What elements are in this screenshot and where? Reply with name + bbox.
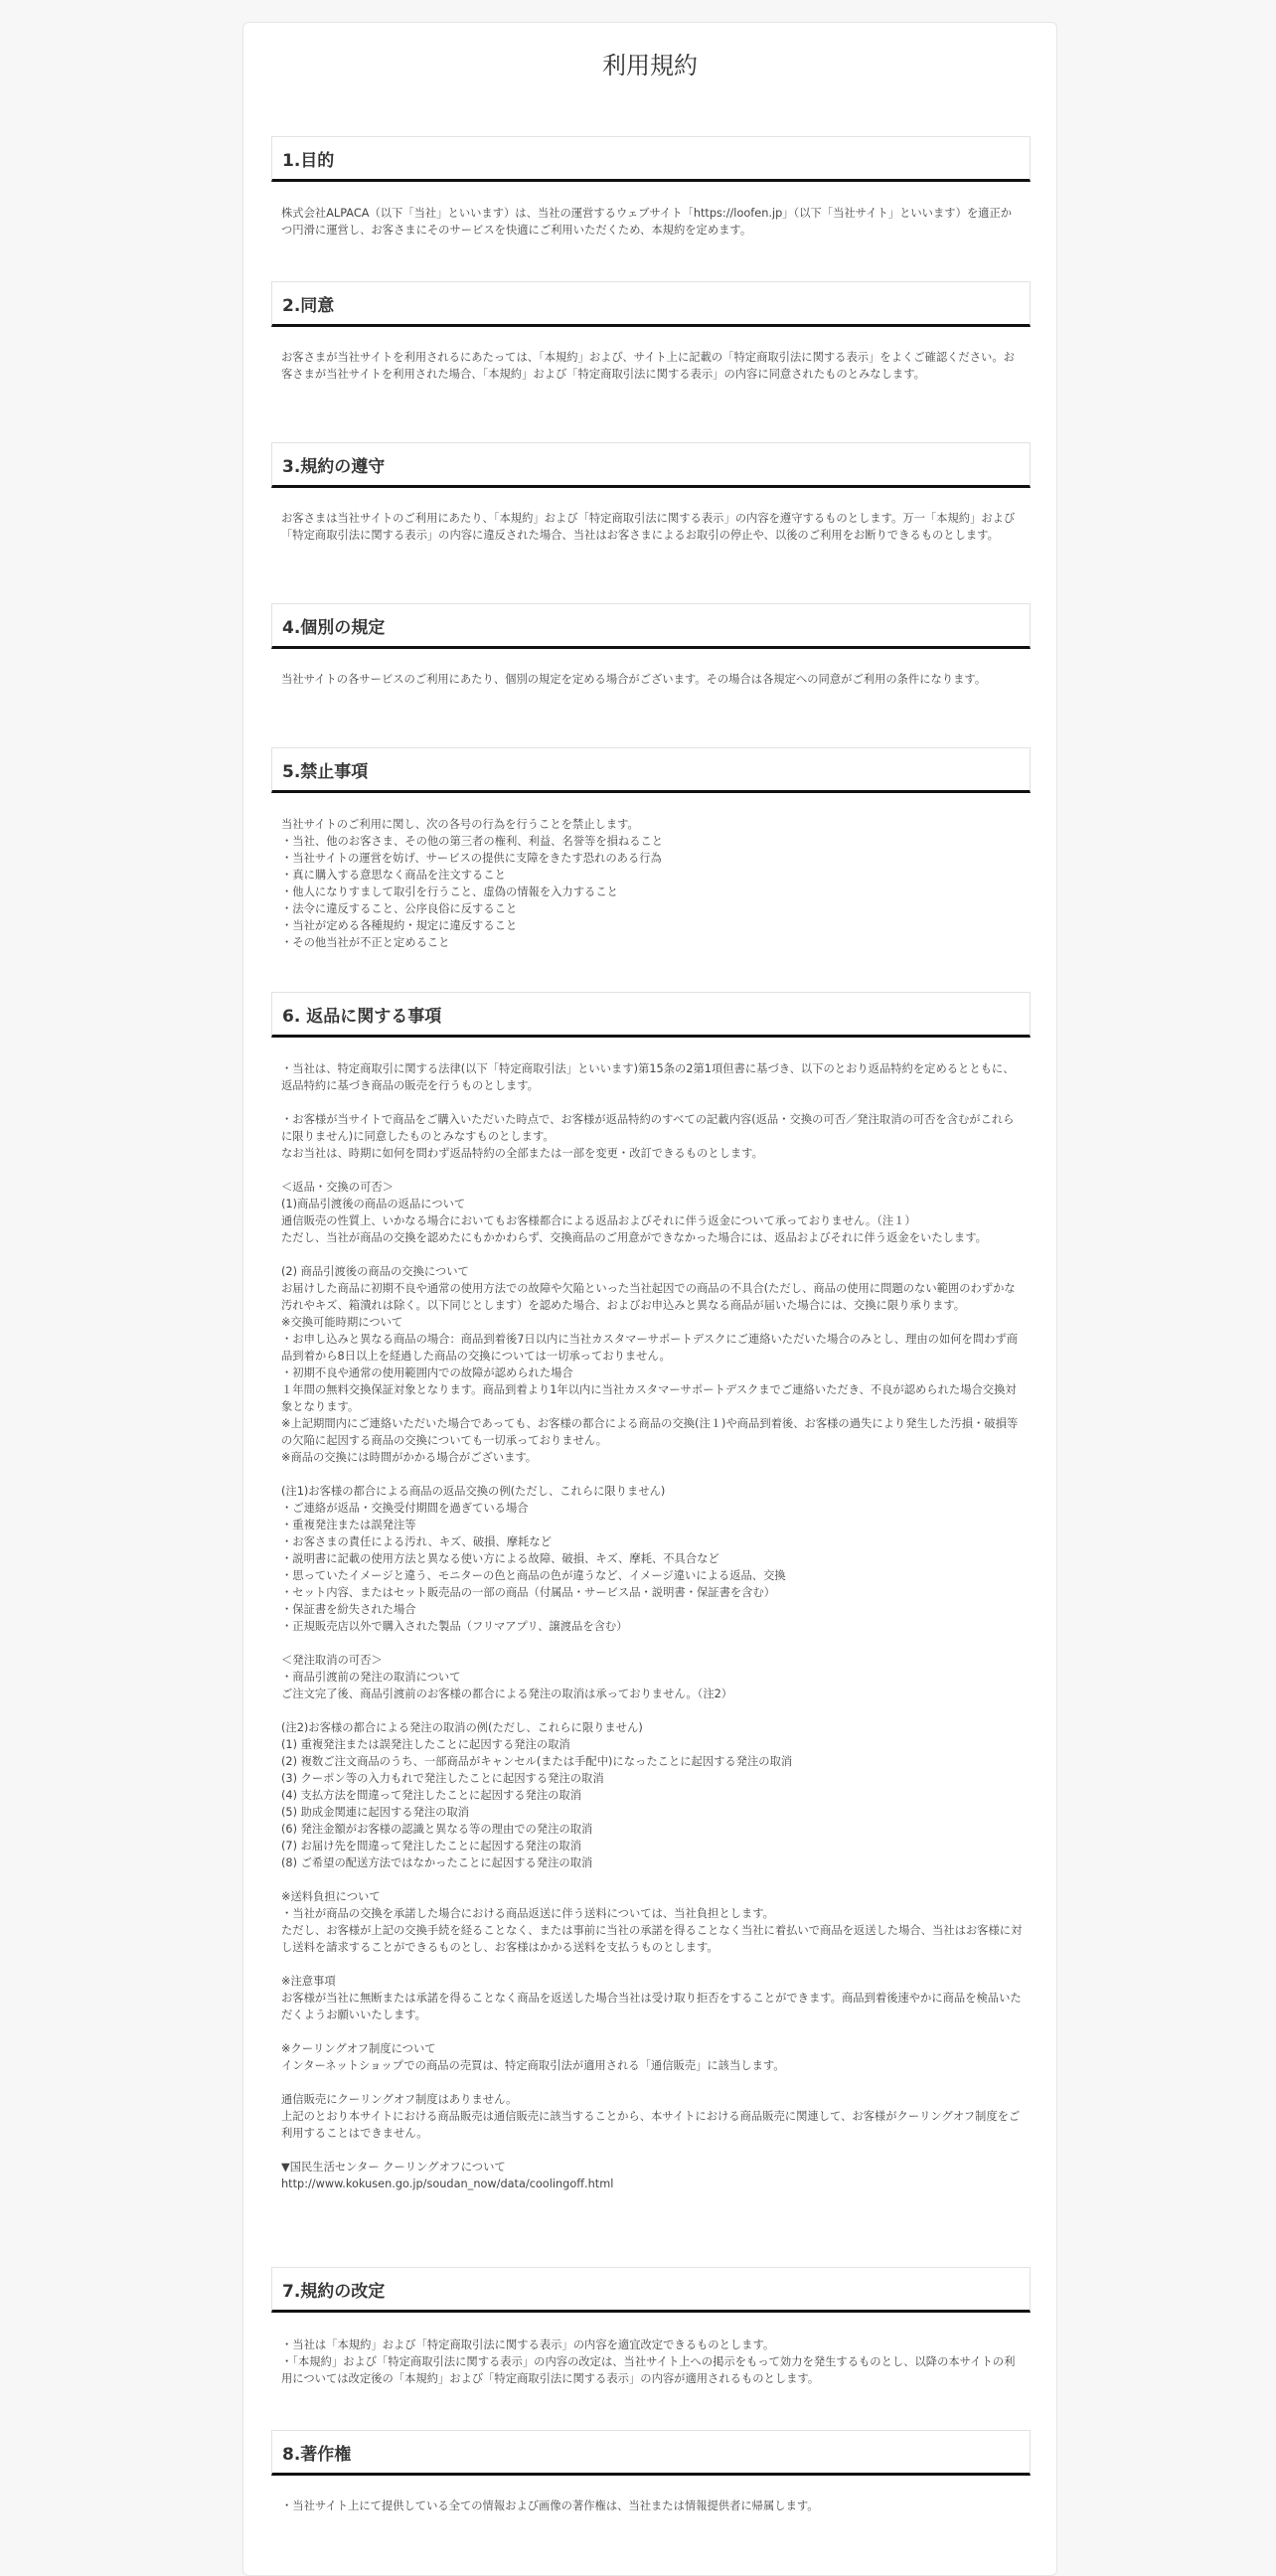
section-body-individual-rules: 当社サイトの各サービスのご利用にあたり、個別の規定を定める場合がございます。その場合は各規定への同意がご利用の条件になります。 (281, 673, 987, 686)
section-body-prohibited: 当社サイトのご利用に関し、次の各号の行為を行うことを禁止します。 ・当社、他のお客さま、その他の第三者の権利、利益、名誉等を損ねること ・当社サイトの運営を妨げ、サービスの提供に支障をきたす恐れのある行為 ・真に購入する意思なく商品を注文すること ・他人になりすまして取引を行うこと、虚偽の情報を入力すること ・法令に違反すること、公序良俗に反すること ・当社が定める各種規約・規定に違反すること ・その他当社が不正と定めること (281, 818, 664, 949)
section-body-compliance: お客さまは当社サイトのご利用にあたり、「本規約」および「特定商取引法に関する表示」の内容を遵守するものとします。万一「本規約」および「特定商取引法に関する表示」の内容に違反された場合、当社はお客さまによるお取引の停止や、以後のご利用をお断りできるものとします。 (281, 512, 1016, 542)
section-heading-prohibited: 5.禁止事項 (271, 747, 1031, 793)
section-body-copyright: ・当社サイト上にて提供している全ての情報および画像の著作権は、当社または情報提供者に帰属します。 (281, 2499, 819, 2512)
section-body-consent: お客さまが当社サイトを利用されるにあたっては、「本規約」および、サイト上に記載の「特定商取引法に関する表示」をよくご確認ください。お客さまが当社サイトを利用された場合、「本規約」および「特定商取引法に関する表示」の内容に同意されたものとみなします。 (281, 351, 1015, 381)
section-body-returns: ・当社は、特定商取引に関する法律(以下「特定商取引法」といいます)第15条の2第1項但書に基づき、以下のとおり返品特約を定めるとともに、返品特約に基づき商品の販売を行うものとします。 ・お客様が当サイトで商品をご購入いただいた時点で、お客様が返品特約のすべての記載内容(返品・交換の可否／発注取消の可否を含むがこれらに限りません)に同意したものとみなすものとします。 なお当社は、時期に如何を問わず返品特約の全部または一部を変更・改訂できるものとします。 ＜返品・交換の可否＞ (1)商品引渡後の商品の返品について 通信販売の性質上、いかなる場合においてもお客様都合による返品およびそれに伴う返金について承っておりません。（注１） ただし、当社が商品の交換を認めたにもかかわらず、交換商品のご用意ができなかった場合には、返品およびそれに伴う返金をいたします。 (2) 商品引渡後の商品の交換について お届けした商品に初期不良や通常の使用方法での故障や欠陥といった当社起因での商品の不具合(ただし、商品の使用に問題のない範囲のわずかな汚れやキズ、箱潰れは除く。以下同じとします）を認めた場合、およびお申込みと異なる商品が届いた場合には、交換に限り承ります。 ※交換可能時期について ・お申し込みと異なる商品の場合：商品到着後7日以内に当社カスタマーサポートデスクにご連絡いただいた場合のみとし、理由の如何を問わず商品到着から8日以上を経過した商品の交換については一切承っておりません。 ・初期不良や通常の使用範囲内での故障が認められた場合 １年間の無料交換保証対象となります。商品到着より1年以内に当社カスタマーサポートデスクまでご連絡いただき、不良が認められた場合交換対象となります。 ※上記期間内にご連絡いただいた場合であっても、お客様の都合による商品の交換(注１)や商品到着後、お客様の過失により発生した汚損・破損等の欠陥に起因する商品の交換についても一切承っておりません。 ※商品の交換には時間がかかる場合がございます。 (注1)お客様の都合による商品の返品交換の例(ただし、これらに限りません) ・ご連絡が返品・交換受付期間を過ぎている場合 ・重複発注または誤発注等 ・お客さまの責任による汚れ、キズ、破損、摩耗など ・説明書に記載の使用方法と異なる使い方による故障、破損、キズ、摩耗、不具合など ・思っていたイメージと違う、モニターの色と商品の色が違うなど、イメージ違いによる返品、交換 ・セット内容、またはセット販売品の一部の商品（付属品・サービス品・説明書・保証書を含む） ・保証書を紛失された場合 ・正規販売店以外で購入された製品（フリマアプリ、譲渡品を含む） ＜発注取消の可否＞ ・商品引渡前の発注の取消について ご注文完了後、商品引渡前のお客様の都合による発注の取消は承っておりません。（注2） (注2)お客様の都合による発注の取消の例(ただし、これらに限りません) (1) 重複発注または誤発注したことに起因する発注の取消 (2) 複数ご注文商品のうち、一部商品がキャンセル(または手配中)になったことに起因する発注の取消 (3) クーポン等の入力もれで発注したことに起因する発注の取消 (4) 支払方法を間違って発注したことに起因する発注の取消 (5) 助成金関連に起因する発注の取消 (6) 発注金額がお客様の認識と異なる等の理由での発注の取消 (7) お届け先を間違って発注したことに起因する発注の取消 (8) ご希望の配送方法ではなかったことに起因する発注の取消 ※送料負担について ・当社が商品の交換を承諾した場合における商品返送に伴う送料については、当社負担とします。 ただし、お客様が上記の交換手続を経ることなく、または事前に当社の承諾を得ることなく当社に着払いで商品を返送した場合、当社はお客様に対し送料を請求することができるものとし、お客様はかかる送料を支払うものとします。 ※注意事項 お客様が当社に無断または承諾を得ることなく商品を返送した場合当社は受け取り拒否をすることができます。商品到着後速やかに商品を検品いただくようお願いいたします。 ※クーリングオフ制度について インターネットショップでの商品の売買は、特定商取引法が適用される「通信販売」に該当します。 通信販売にクーリングオフ制度はありません。 上記のとおり本サイトにおける商品販売は通信販売に該当することから、本サイトにおける商品販売に関連して、お客様がクーリングオフ制度をご利用することはできません。 ▼国民生活センター クーリングオフについて http://www.kokusen.go.jp/soudan_now/data/coolingoff.html (281, 1062, 1023, 2190)
section-heading-revision: 7.規約の改定 (271, 2267, 1031, 2313)
section-heading-consent: 2.同意 (271, 281, 1031, 327)
section-body-purpose: 株式会社ALPACA（以下「当社」といいます）は、当社の運営するウェブサイト「https://loofen.jp」（以下「当社サイト」といいます）を適正かつ円滑に運営し、お客さまにそのサービスを快適にご利用いただくため、本規約を定めます。 (281, 207, 1013, 237)
section-heading-purpose: 1.目的 (271, 136, 1031, 182)
section-heading-copyright: 8.著作権 (271, 2430, 1031, 2476)
section-heading-individual-rules: 4.個別の規定 (271, 603, 1031, 649)
section-heading-compliance: 3.規約の遵守 (271, 442, 1031, 488)
terms-card (242, 22, 1057, 2576)
page-title: 利用規約 (602, 52, 698, 80)
section-heading-returns: 6. 返品に関する事項 (271, 992, 1031, 1038)
section-body-revision: ・当社は「本規約」および「特定商取引法に関する表示」の内容を適宜改定できるものとします。 ・「本規約」および「特定商取引法に関する表示」の内容の改定は、当社サイト上への掲示をもって効力を発生するものとし、以降の本サイトの利用については改定後の「本規約」および「特定商取引法に関する表示」の内容が適用されるものとします。 (281, 2338, 1016, 2385)
